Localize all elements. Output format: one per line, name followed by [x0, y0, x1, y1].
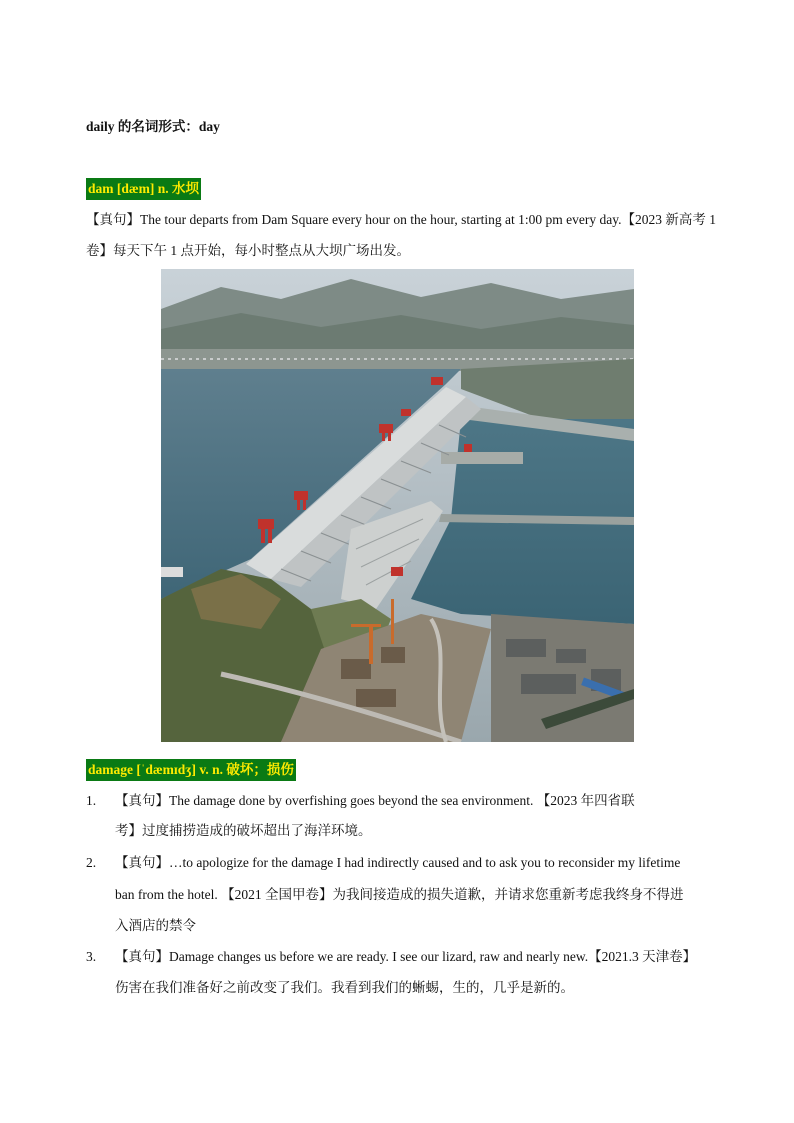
- headword-dam: dam [dæm] n. 水坝: [86, 178, 201, 200]
- dam-photo: [161, 269, 634, 742]
- damage-example-2-line-2: ban from the hotel. 【2021 全国甲卷】为我间接造成的损失道歉，并请求您重新考虑我终身不得进: [115, 887, 684, 902]
- damage-example-2-line-3: 入酒店的禁令: [115, 918, 196, 933]
- example-number-3: 3.: [86, 949, 97, 964]
- example-number-2: 2.: [86, 855, 97, 870]
- daily-note: daily 的名词形式：day: [86, 119, 220, 134]
- damage-example-1-line-2: 考】过度捕捞造成的破坏超出了海洋环境。: [115, 823, 372, 838]
- damage-example-2-line-1: 【真句】…to apologize for the damage I had indirectly caused and to ask you to reconsider my lifetime: [115, 855, 681, 870]
- example-number-1: 1.: [86, 793, 97, 808]
- headword-damage: damage [ˈdæmɪdʒ] v. n. 破坏；损伤: [86, 759, 296, 781]
- dam-example-line-1: 【真句】The tour departs from Dam Square every hour on the hour, starting at 1:00 pm every day.【2023 新高考 1: [86, 212, 716, 227]
- damage-example-3-line-1: 【真句】Damage changes us before we are ready. I see our lizard, raw and nearly new.【2021.3 天津卷】: [115, 949, 697, 964]
- dam-example-line-2: 卷】每天下午 1 点开始，每小时整点从大坝广场出发。: [86, 243, 410, 258]
- damage-example-3-line-2: 伤害在我们准备好之前改变了我们。我看到我们的蜥蜴，生的，几乎是新的。: [115, 980, 574, 995]
- damage-example-1-line-1: 【真句】The damage done by overfishing goes beyond the sea environment. 【2023 年四省联: [115, 793, 635, 808]
